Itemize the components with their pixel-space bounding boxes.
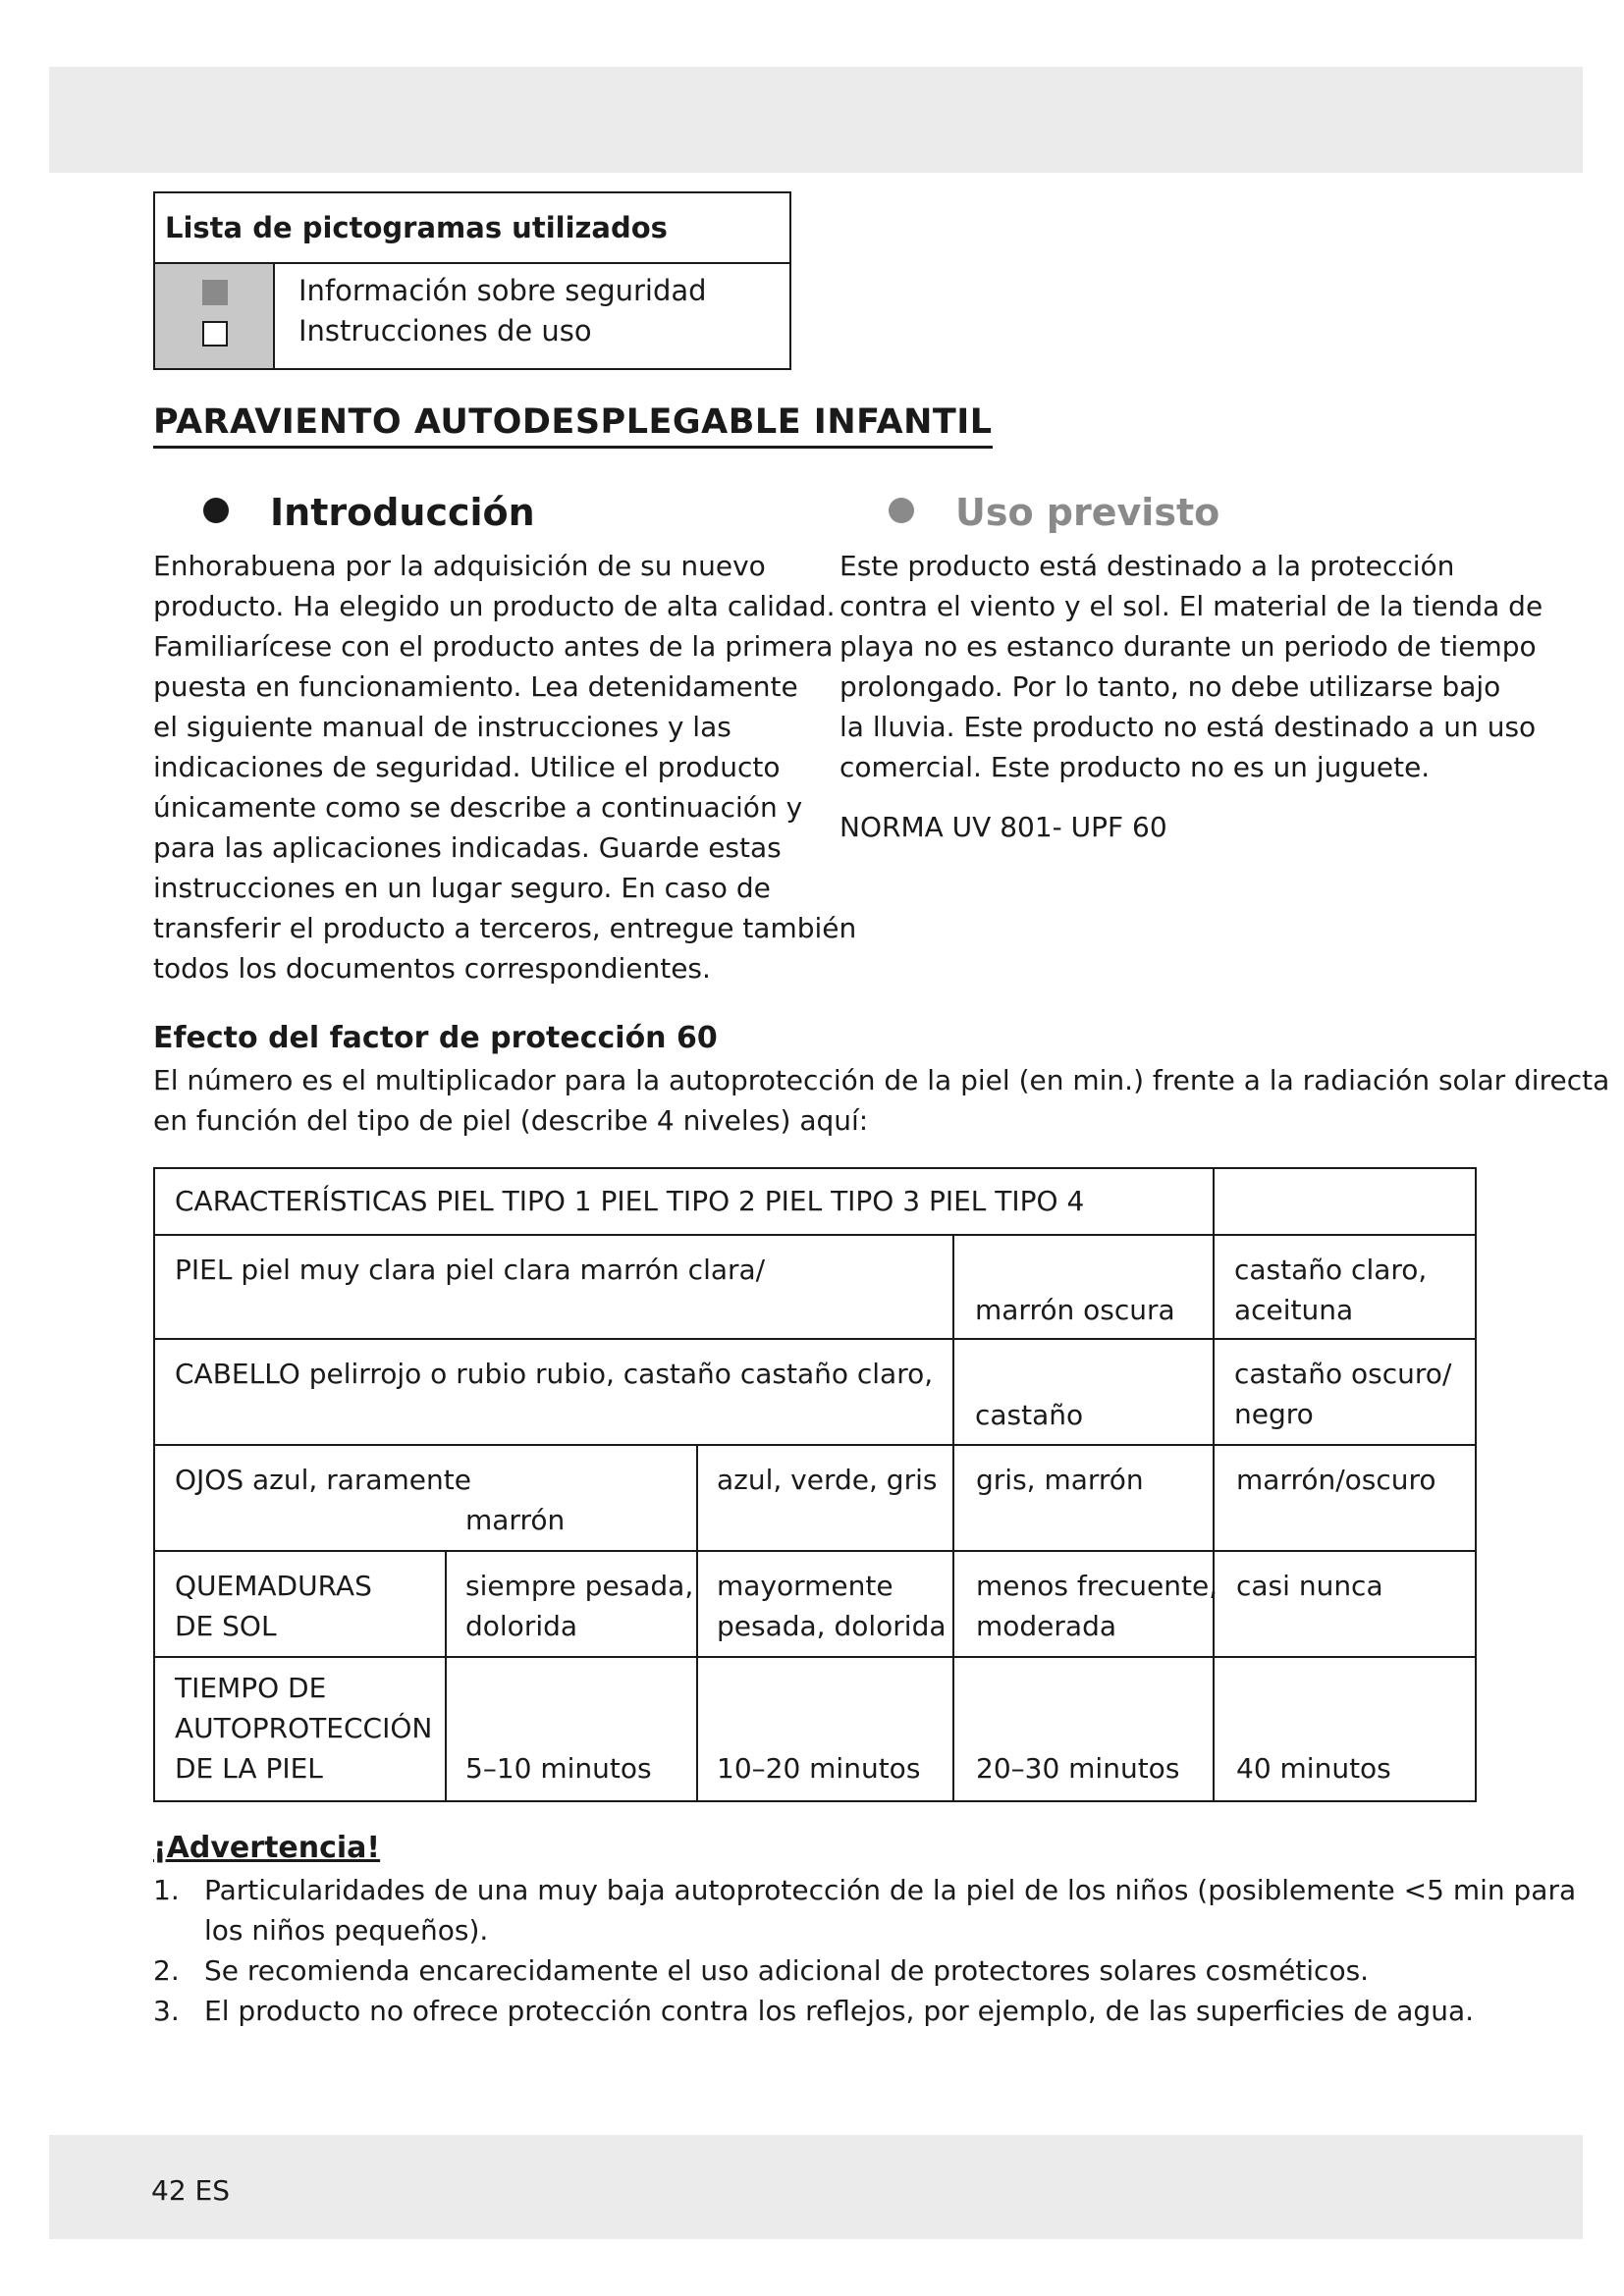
intro-paragraph	[153, 546, 856, 988]
legend-label-instructions: Instrucciones de uso	[298, 314, 592, 347]
table-row-tiempo	[155, 1656, 1475, 1802]
table-cell	[465, 1566, 693, 1646]
table-row-label	[175, 1566, 372, 1646]
table-cell: PIEL piel muy clara piel clara marrón clara/	[175, 1254, 766, 1286]
column-divider	[952, 1446, 954, 1552]
text-line: playa no es estanco durante un periodo de tiempo	[839, 630, 1537, 663]
table-header-text: CARACTERÍSTICAS PIEL TIPO 1 PIEL TIPO 2 PIEL TIPO 3 PIEL TIPO 4	[175, 1185, 1085, 1217]
cell-line: moderada	[976, 1610, 1117, 1642]
column-divider	[952, 1340, 954, 1446]
cell-line: siempre pesada,	[465, 1570, 694, 1602]
table-cell: 20–30 minutos	[976, 1752, 1180, 1785]
table-cell: OJOS azul, raramente	[175, 1464, 471, 1496]
list-item-text: Se recomienda encarecidamente el uso adicional de protectores solares cosméticos.	[204, 1954, 1370, 1987]
table-cell: castaño	[975, 1399, 1084, 1431]
text-line: la lluvia. Este producto no está destinado a un uso	[839, 711, 1537, 743]
text-line: comercial. Este producto no es un juguete.	[839, 751, 1431, 783]
bullet-dot-icon	[889, 498, 914, 523]
legend-label-safety: Información sobre seguridad	[298, 274, 707, 307]
uv-norm: NORMA UV 801- UPF 60	[839, 811, 1167, 843]
legend-title: Lista de pictogramas utilizados	[155, 193, 789, 264]
cell-line: DE LA PIEL	[175, 1752, 323, 1785]
table-cell: marrón/oscuro	[1236, 1464, 1436, 1496]
list-number: 2.	[153, 1954, 180, 1987]
cell-line: aceituna	[1234, 1294, 1354, 1326]
intro-heading	[203, 491, 535, 534]
table-cell: marrón oscura	[975, 1294, 1175, 1326]
text-line: todos los documentos correspondientes.	[153, 952, 711, 985]
text-line: en función del tipo de piel (describe 4 niveles) aquí:	[153, 1104, 869, 1137]
footer-band	[49, 2135, 1583, 2239]
column-divider	[1213, 1169, 1215, 1234]
column-divider	[1213, 1446, 1215, 1552]
table-cell: gris, marrón	[976, 1464, 1144, 1496]
table-cell: marrón	[465, 1504, 566, 1536]
empty-square-icon	[202, 321, 228, 347]
text-line: indicaciones de seguridad. Utilice el producto	[153, 751, 781, 783]
list-item-text: Particularidades de una muy baja autoprotección de la piel de los niños (posiblemente <5 min para	[204, 1874, 1577, 1906]
column-divider	[952, 1658, 954, 1802]
text-line: para las aplicaciones indicadas. Guarde estas	[153, 831, 782, 864]
pictogram-legend	[153, 191, 791, 370]
column-divider	[952, 1552, 954, 1658]
text-line: Familiarícese con el producto antes de la primera	[153, 630, 834, 663]
column-divider	[1213, 1236, 1215, 1340]
column-divider	[445, 1552, 447, 1658]
bullet-dot-icon	[203, 498, 229, 523]
legend-icon-column	[155, 264, 275, 368]
warning-list	[153, 1870, 1576, 2031]
list-number: 1.	[153, 1874, 180, 1906]
column-divider	[696, 1658, 698, 1802]
table-row-piel	[155, 1234, 1475, 1340]
table-row-ojos	[155, 1444, 1475, 1552]
column-divider	[952, 1236, 954, 1340]
column-divider	[696, 1446, 698, 1552]
text-line: contra el viento y el sol. El material de la tienda de	[839, 590, 1543, 622]
cell-line: negro	[1234, 1398, 1314, 1430]
table-row-cabello	[155, 1338, 1475, 1446]
cell-line: TIEMPO DE	[175, 1672, 327, 1704]
effect-heading: Efecto del factor de protección 60	[153, 1021, 718, 1055]
text-line: Este producto está destinado a la protección	[839, 550, 1455, 582]
table-cell	[717, 1566, 947, 1646]
text-line: transferir el producto a terceros, entregue también	[153, 912, 857, 944]
cell-line: castaño oscuro/	[1234, 1358, 1452, 1390]
cell-line: DE SOL	[175, 1610, 277, 1642]
text-line: Enhorabuena por la adquisición de su nuevo	[153, 550, 766, 582]
cell-line: mayormente	[717, 1570, 893, 1602]
table-cell	[1234, 1354, 1451, 1434]
cell-line: AUTOPROTECCIÓN	[175, 1712, 433, 1744]
column-divider	[696, 1552, 698, 1658]
table-cell: CABELLO pelirrojo o rubio rubio, castaño castaño claro,	[175, 1358, 934, 1390]
table-cell: 5–10 minutos	[465, 1752, 652, 1785]
list-item	[153, 1950, 1576, 1991]
text-line: el siguiente manual de instrucciones y las	[153, 711, 731, 743]
table-cell	[976, 1566, 1218, 1646]
uso-paragraph	[839, 546, 1543, 787]
header-band	[49, 67, 1583, 173]
text-line: El número es el multiplicador para la autoprotección de la piel (en min.) frente a la radiación solar directa	[153, 1064, 1610, 1096]
text-line: únicamente como se describe a continuación y	[153, 791, 803, 824]
table-cell: 40 minutos	[1236, 1752, 1391, 1785]
warning-heading: ¡Advertencia!	[153, 1831, 381, 1865]
column-divider	[1213, 1658, 1215, 1802]
cell-line: castaño claro,	[1234, 1254, 1428, 1286]
text-line: puesta en funcionamiento. Lea detenidamente	[153, 670, 798, 703]
cell-line: dolorida	[465, 1610, 578, 1642]
text-line: prolongado. Por lo tanto, no debe utilizarse bajo	[839, 670, 1501, 703]
table-cell: casi nunca	[1236, 1570, 1383, 1602]
legend-body	[155, 264, 789, 368]
page-number: 42 ES	[151, 2174, 230, 2207]
list-item	[153, 1870, 1576, 1950]
table-cell	[1234, 1250, 1427, 1330]
table-row-quemaduras	[155, 1550, 1475, 1658]
table-cell: azul, verde, gris	[717, 1464, 938, 1496]
filled-square-icon	[202, 280, 228, 305]
intro-heading-text: Introducción	[270, 491, 535, 534]
text-line: instrucciones en un lugar seguro. En caso de	[153, 872, 771, 904]
table-cell: 10–20 minutos	[717, 1752, 921, 1785]
uso-heading-text: Uso previsto	[955, 491, 1220, 534]
cell-line: menos frecuente,	[976, 1570, 1218, 1602]
list-item-text: los niños pequeños).	[204, 1914, 489, 1947]
skin-type-table	[153, 1167, 1477, 1802]
cell-line: QUEMADURAS	[175, 1570, 372, 1602]
list-item	[153, 1991, 1576, 2031]
table-row-label	[175, 1668, 432, 1789]
list-number: 3.	[153, 1995, 180, 2027]
cell-line: pesada, dolorida	[717, 1610, 947, 1642]
column-divider	[1213, 1340, 1215, 1446]
text-line: producto. Ha elegido un producto de alta calidad.	[153, 590, 836, 622]
page-title: PARAVIENTO AUTODESPLEGABLE INFANTIL	[153, 402, 993, 449]
table-row-header	[155, 1169, 1475, 1234]
column-divider	[445, 1658, 447, 1802]
list-item-text: El producto no ofrece protección contra los reflejos, por ejemplo, de las superficies de agua.	[204, 1995, 1475, 2027]
effect-paragraph	[153, 1060, 1609, 1141]
uso-heading	[889, 491, 1219, 534]
